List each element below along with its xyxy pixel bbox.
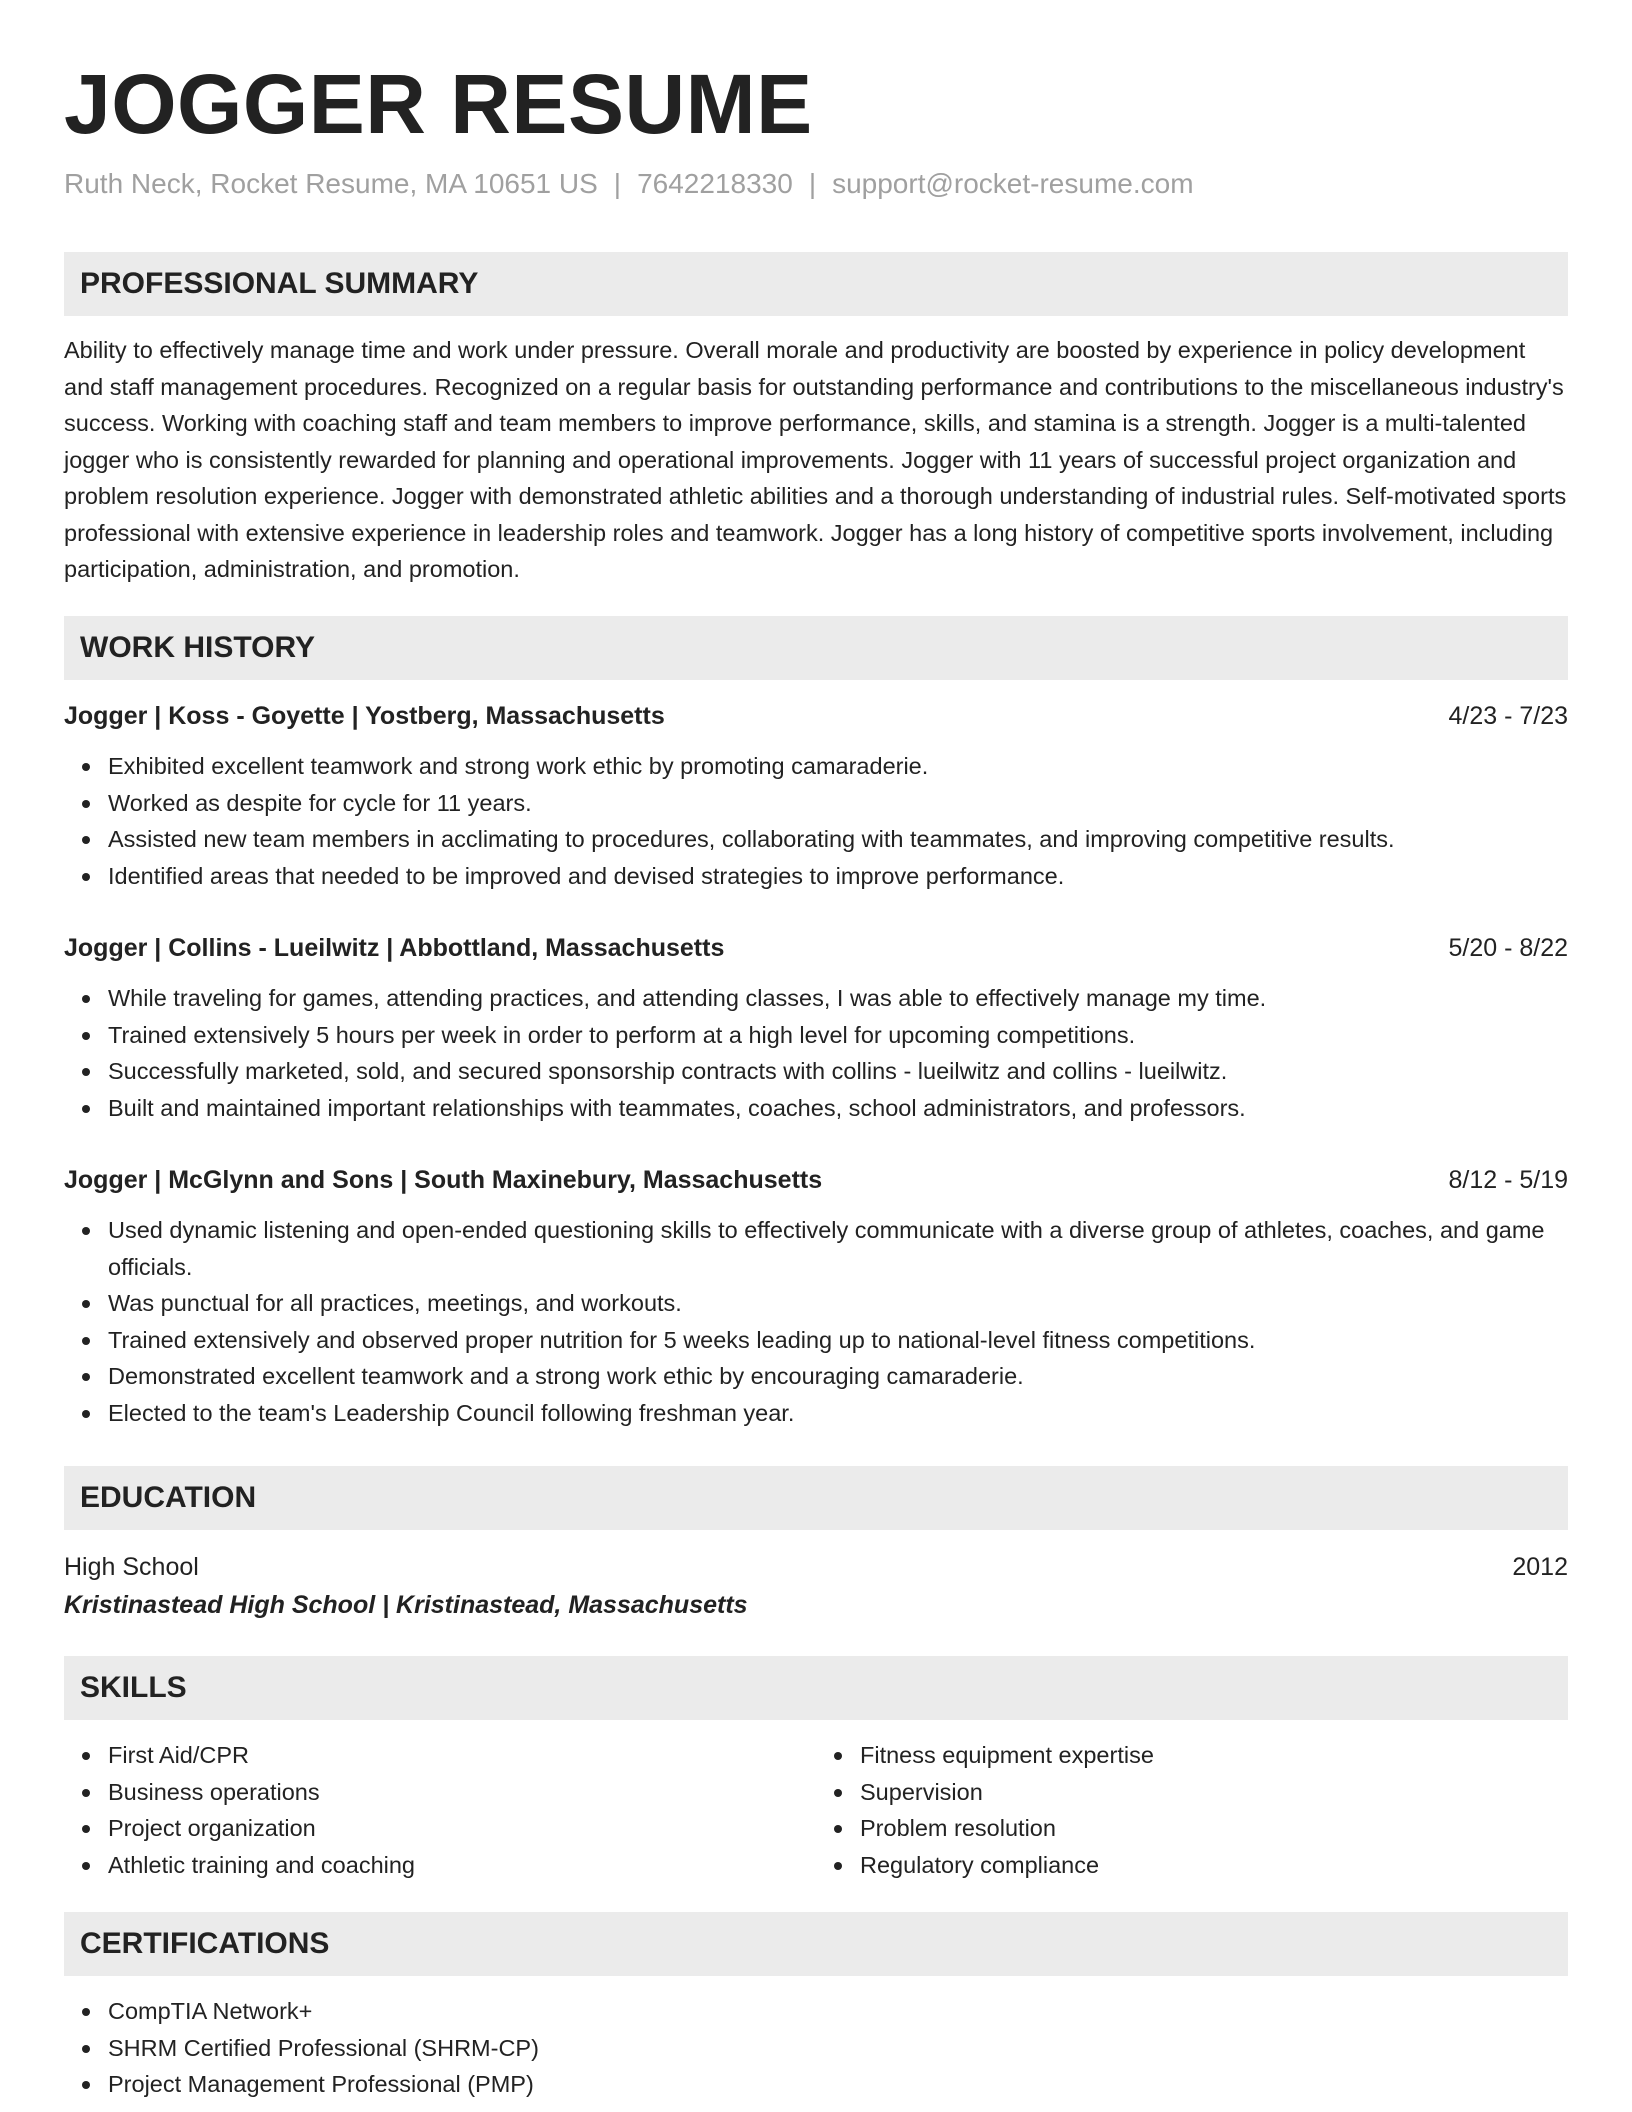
job-dates: 4/23 - 7/23 [1448, 702, 1568, 730]
job-heading: Jogger | Koss - Goyette | Yostberg, Massachusetts [64, 702, 665, 730]
education-school: Kristinastead High School | Kristinastead, Massachusetts [64, 1591, 748, 1619]
list-item: Demonstrated excellent teamwork and a strong work ethic by encouraging camaraderie. [108, 1358, 1568, 1395]
list-item: Supervision [860, 1774, 1568, 1811]
section-header-education [64, 1466, 1568, 1530]
section-title-summary: PROFESSIONAL SUMMARY [80, 267, 479, 300]
section-title-skills: SKILLS [80, 1671, 187, 1704]
summary-paragraph: Ability to effectively manage time and work under pressure. Overall morale and productivity are boosted by experience in policy development and staff management procedures. Recognized on a regular basis for outstanding performance and contributions to the miscellaneous industry's success. Working with coaching staff and team members to improve performance, skills, and stamina is a strength. Jogger is a multi-talented jogger who is consistently rewarded for planning and operational improvements. Jogger with 11 years of successful project organization and problem resolution experience. Jogger with demonstrated athletic abilities and a thorough understanding of industrial rules. Self-motivated sports professional with extensive experience in leadership roles and teamwork. Jogger has a long history of competitive sports involvement, including participation, administration, and promotion. [64, 337, 1567, 582]
job-entry [64, 698, 1568, 894]
section-header-certifications [64, 1912, 1568, 1976]
skills-column-left [64, 1737, 816, 1883]
list-item: Problem resolution [860, 1810, 1568, 1847]
list-item: Project organization [108, 1810, 816, 1847]
contact-separator: | [613, 168, 622, 199]
contact-address: Ruth Neck, Rocket Resume, MA 10651 US [64, 168, 598, 199]
contact-separator: | [808, 168, 817, 199]
education-degree: High School [64, 1553, 199, 1581]
contact-phone: 7642218330 [637, 168, 793, 199]
education-year: 2012 [1512, 1553, 1568, 1581]
section-header-work-history [64, 616, 1568, 680]
contact-line [64, 166, 1194, 202]
list-item: Fitness equipment expertise [860, 1737, 1568, 1774]
list-item: SHRM Certified Professional (SHRM-CP) [108, 2030, 1568, 2067]
job-heading: Jogger | McGlynn and Sons | South Maxinebury, Massachusetts [64, 1166, 823, 1194]
list-item: Worked as despite for cycle for 11 years. [108, 785, 1568, 822]
list-item: Business operations [108, 1774, 816, 1811]
job-dates: 5/20 - 8/22 [1448, 934, 1568, 962]
list-item: Successfully marketed, sold, and secured sponsorship contracts with collins - lueilwitz and collins - lueilwitz. [108, 1053, 1568, 1090]
list-item: Assisted new team members in acclimating to procedures, collaborating with teammates, and improving competitive results. [108, 821, 1568, 858]
list-item: Elected to the team's Leadership Council following freshman year. [108, 1395, 1568, 1432]
certifications-list [64, 1993, 1568, 2103]
education-entry [64, 1548, 1568, 1624]
skills-column-right [816, 1737, 1568, 1883]
list-item: While traveling for games, attending practices, and attending classes, I was able to effectively manage my time. [108, 980, 1568, 1017]
job-header [64, 1162, 1568, 1198]
education-header [64, 1548, 1568, 1586]
list-item: Trained extensively and observed proper nutrition for 5 weeks leading up to national-level fitness competitions. [108, 1322, 1568, 1359]
job-header [64, 698, 1568, 734]
section-header-skills [64, 1656, 1568, 1720]
list-item: Regulatory compliance [860, 1847, 1568, 1884]
list-item: Built and maintained important relationships with teammates, coaches, school administrators, and professors. [108, 1090, 1568, 1127]
job-bullets [64, 1212, 1568, 1431]
section-title-education: EDUCATION [80, 1481, 257, 1514]
resume-title: JOGGER RESUME [64, 57, 813, 151]
list-item: Was punctual for all practices, meetings, and workouts. [108, 1285, 1568, 1322]
list-item: Identified areas that needed to be improved and devised strategies to improve performance. [108, 858, 1568, 895]
certifications-bullets [64, 1993, 1568, 2103]
skills-list [64, 1737, 1568, 1883]
job-bullets [64, 748, 1568, 894]
job-heading: Jogger | Collins - Lueilwitz | Abbottland, Massachusetts [64, 934, 725, 962]
contact-email: support@rocket-resume.com [832, 168, 1194, 199]
list-item: Trained extensively 5 hours per week in order to perform at a high level for upcoming competitions. [108, 1017, 1568, 1054]
list-item: CompTIA Network+ [108, 1993, 1568, 2030]
section-title-certifications: CERTIFICATIONS [80, 1927, 330, 1960]
list-item: First Aid/CPR [108, 1737, 816, 1774]
list-item: Exhibited excellent teamwork and strong work ethic by promoting camaraderie. [108, 748, 1568, 785]
job-entry [64, 1162, 1568, 1431]
job-bullets [64, 980, 1568, 1126]
job-dates: 8/12 - 5/19 [1448, 1166, 1568, 1194]
list-item: Used dynamic listening and open-ended questioning skills to effectively communicate with a diverse group of athletes, coaches, and game officials. [108, 1212, 1568, 1285]
section-title-work-history: WORK HISTORY [80, 631, 316, 664]
list-item: Project Management Professional (PMP) [108, 2066, 1568, 2103]
job-entry [64, 930, 1568, 1126]
list-item: Athletic training and coaching [108, 1847, 816, 1884]
job-header [64, 930, 1568, 966]
section-header-summary [64, 252, 1568, 316]
